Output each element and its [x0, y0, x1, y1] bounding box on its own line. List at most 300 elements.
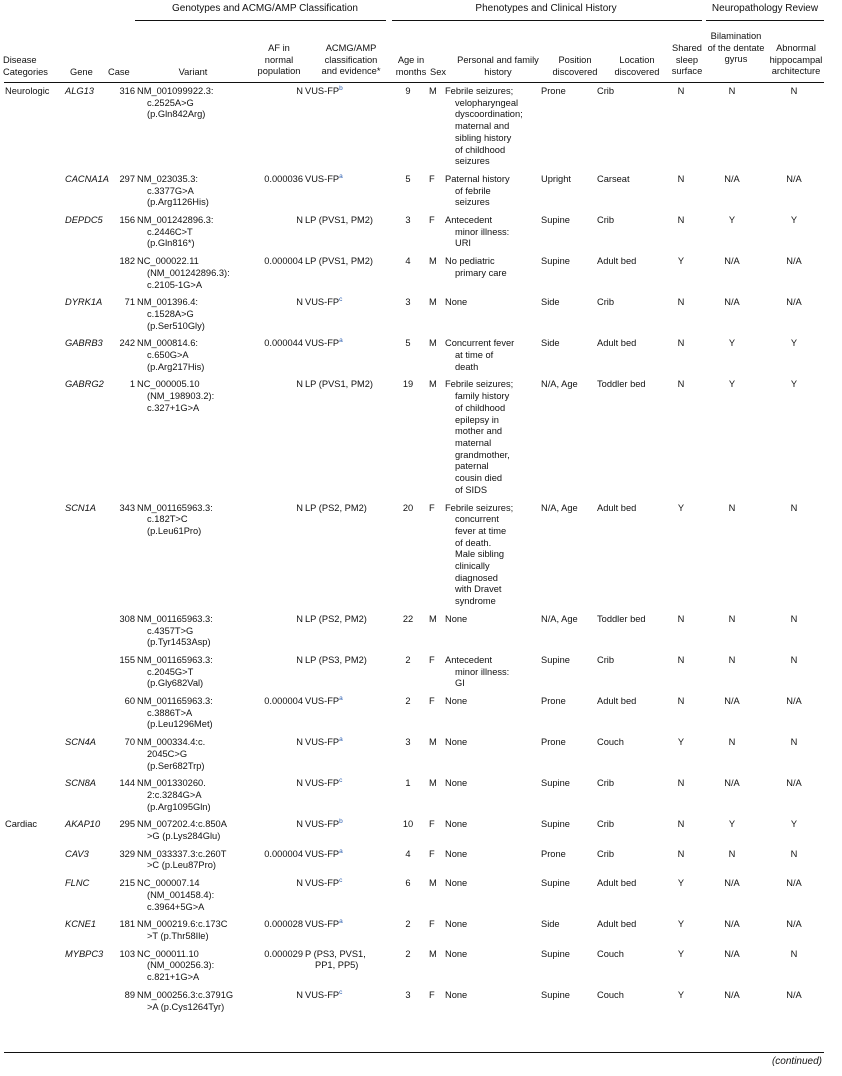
gene-name: KCNE1 [65, 919, 97, 930]
af-value: N [296, 297, 303, 308]
position-discovered: Supine [541, 256, 570, 267]
variant-line: c.821+1G>A [147, 972, 200, 983]
hippocampal-value: Y [790, 819, 798, 830]
acmg-classification [304, 653, 388, 694]
position-discovered: Supine [541, 215, 570, 226]
history-line: of death. [455, 537, 492, 548]
variant-line: NC_000007.14 [137, 878, 200, 889]
history-line: family history [455, 391, 510, 402]
acmg-line: VUS-FP [305, 173, 340, 184]
variant-line: NM_001330260. [137, 778, 206, 789]
gene-name: DYRK1A [65, 297, 103, 308]
footnote-marker: b [339, 818, 343, 826]
table-row [4, 694, 824, 735]
position-discovered: Upright [541, 173, 571, 184]
bilamination-value: N/A [724, 878, 740, 889]
acmg-line: VUS-FP [305, 919, 340, 930]
personal-family-history [444, 377, 540, 500]
shared-sleep-surface: N [677, 297, 685, 308]
gene-name [64, 612, 104, 653]
variant-line: (p.Ser510Gly) [147, 320, 205, 331]
header-acmg-classification: ACMG/AMP classification and evidence* [321, 43, 381, 77]
gene-name: SCN1A [65, 502, 97, 513]
acmg-line-wrap [305, 737, 387, 749]
bilamination-value: N/A [724, 919, 740, 930]
case-number: 343 [119, 502, 135, 513]
location-discovered: Adult bed [597, 919, 637, 930]
table-row [4, 84, 824, 172]
acmg-line-wrap [305, 990, 387, 1002]
bilamination-value: N/A [724, 989, 740, 1000]
hippocampal-value: N [790, 86, 798, 96]
table-row [4, 847, 824, 876]
header-shared-sleep-surface: Shared sleep surface [671, 43, 703, 77]
variant-line: (NM_001242896.3): [147, 267, 230, 278]
acmg-line-wrap [305, 174, 387, 186]
variant-line: NM_000219.6:c.173C [137, 919, 228, 930]
variant-line: NM_001165963.3: [137, 654, 213, 665]
af-value: 0.000004 [264, 848, 303, 859]
sex: M [429, 737, 437, 748]
history-line: Male sibling [455, 549, 505, 560]
gene-name [64, 254, 104, 295]
shared-sleep-surface: Y [677, 948, 685, 959]
history-line: None [445, 948, 468, 959]
footnote-marker: a [339, 918, 343, 926]
bilamination-value: N [728, 502, 736, 513]
case-number: 71 [124, 297, 135, 308]
bilamination-value: N [728, 654, 736, 665]
age-months: 3 [405, 297, 411, 308]
sex: M [429, 878, 437, 889]
variant-line: c.4357T>G [147, 625, 194, 636]
variant-line: (p.Arg217His) [147, 361, 205, 372]
header-bilamination-dentate-gyrus: Bilamination of the dentate gyrus [707, 31, 765, 65]
history-line: fever at time [455, 525, 507, 536]
case-number: 182 [119, 256, 135, 267]
acmg-line-wrap [305, 778, 387, 790]
header-disease-categories: Disease Categories [3, 55, 48, 77]
disease-category [4, 847, 64, 876]
af-value: N [296, 819, 303, 830]
header-case: Case [108, 67, 130, 77]
bilamination-value: Y [728, 338, 736, 349]
disease-category: Neurologic [5, 86, 50, 96]
acmg-line: VUS-FP [305, 737, 340, 748]
history-line: maternal [455, 437, 492, 448]
variant [136, 612, 250, 653]
variant-line: NM_007202.4:c.850A [137, 819, 227, 830]
table-row [4, 612, 824, 653]
footnote-marker: b [339, 84, 343, 92]
acmg-classification [304, 876, 388, 917]
bilamination-value: N [728, 848, 736, 859]
bilamination-value: Y [728, 215, 736, 226]
history-line: of childhood [455, 402, 506, 413]
sex: M [429, 379, 437, 390]
acmg-line: VUS-FP [305, 878, 340, 889]
variant-line: NM_001396.4: [137, 297, 198, 308]
gene-name: MYBPC3 [65, 948, 104, 959]
gene-name [64, 694, 104, 735]
age-months: 9 [405, 86, 411, 96]
header-sex: Sex [430, 67, 447, 77]
acmg-line-wrap [305, 86, 387, 98]
case-number: 316 [119, 86, 135, 96]
age-months: 2 [405, 654, 411, 665]
age-months: 4 [405, 256, 411, 267]
shared-sleep-surface: N [677, 379, 685, 390]
group-header-genotypes: Genotypes and ACMG/AMP Classification [171, 3, 358, 14]
history-line: seizures [455, 156, 490, 167]
position-discovered: Supine [541, 989, 570, 1000]
sex: F [429, 848, 435, 859]
case-number: 70 [124, 737, 135, 748]
variant-line: c.2045G>T [147, 666, 194, 677]
variant-line: (p.Gln842Arg) [147, 109, 206, 120]
history-line: None [445, 778, 468, 789]
variant-line: NM_000334.4:c. [137, 737, 206, 748]
history-line: syndrome [455, 596, 496, 607]
disease-category [4, 876, 64, 917]
shared-sleep-surface: N [677, 696, 685, 707]
disease-category [4, 254, 64, 295]
variant-line: NC_000005.10 [137, 379, 200, 390]
variant [136, 254, 250, 295]
hippocampal-value: N/A [786, 173, 802, 184]
location-discovered: Couch [597, 737, 624, 748]
hippocampal-value: Y [790, 379, 798, 390]
disease-category [4, 377, 64, 500]
shared-sleep-surface: N [677, 86, 685, 96]
history-line: seizures [455, 197, 490, 208]
case-number: 155 [119, 654, 135, 665]
disease-category [4, 213, 64, 254]
bilamination-value: Y [728, 379, 736, 390]
case-number: 103 [119, 948, 135, 959]
shared-sleep-surface: N [677, 613, 685, 624]
variant-line: NM_000814.6: [137, 338, 198, 349]
variant-line: (NM_198903.2): [147, 391, 215, 402]
acmg-line: LP (PS2, PM2) [305, 502, 367, 513]
acmg-line-wrap [305, 696, 387, 708]
sex: F [429, 654, 435, 665]
location-discovered: Crib [597, 86, 615, 96]
table-row [4, 377, 824, 500]
history-line: minor illness: [455, 666, 510, 677]
acmg-classification [304, 295, 388, 336]
personal-family-history [444, 847, 540, 876]
sex: F [429, 919, 435, 930]
case-number: 295 [119, 819, 135, 830]
bilamination-value: Y [728, 819, 736, 830]
age-months: 22 [402, 613, 414, 624]
history-line: None [445, 613, 468, 624]
personal-family-history [444, 336, 540, 377]
history-line: primary care [455, 267, 507, 278]
group-header-phenotypes: Phenotypes and Clinical History [475, 3, 617, 14]
age-months: 19 [402, 379, 414, 390]
history-line: death [455, 361, 479, 372]
history-line: paternal [455, 461, 489, 472]
bilamination-value: N/A [724, 256, 740, 267]
variant-line: NM_033337.3:c.260T [137, 848, 227, 859]
acmg-line: VUS-FP [305, 86, 340, 96]
variant-line: (p.Tyr1453Asp) [147, 637, 211, 648]
personal-family-history [444, 653, 540, 694]
variant-line: (NM_001458.4): [147, 889, 215, 900]
age-months: 1 [405, 778, 411, 789]
location-discovered: Couch [597, 989, 624, 1000]
af-value: 0.000004 [264, 256, 303, 267]
footnote-marker: a [339, 172, 343, 180]
age-months: 6 [405, 878, 411, 889]
history-line: concurrent [455, 514, 499, 525]
footnote-marker: c [339, 877, 343, 885]
location-discovered: Crib [597, 654, 615, 665]
age-months: 3 [405, 737, 411, 748]
af-value: 0.000004 [264, 696, 303, 707]
hippocampal-value: N [790, 948, 798, 959]
history-line: Febrile seizures; [445, 379, 514, 390]
variant-line: (p.Arg1126His) [147, 197, 209, 208]
bilamination-value: N/A [724, 778, 740, 789]
hippocampal-value: N [790, 613, 798, 624]
variant-line: >T (p.Thr58Ile) [147, 931, 209, 941]
bilamination-value: N [728, 737, 736, 748]
history-line: maternal and [455, 121, 510, 132]
history-line: Febrile seizures; [445, 502, 514, 513]
history-line: URI [455, 238, 472, 249]
acmg-line: VUS-FP [305, 778, 340, 789]
shared-sleep-surface: Y [677, 737, 685, 748]
acmg-line: VUS-FP [305, 696, 340, 707]
hippocampal-value: N/A [786, 256, 802, 267]
acmg-line: LP (PVS1, PM2) [305, 379, 374, 390]
location-discovered: Adult bed [597, 338, 637, 349]
sex: F [429, 215, 435, 226]
history-line: of childhood [455, 144, 506, 155]
header-variant: Variant [178, 67, 208, 77]
variant-line: (p.Leu61Pro) [147, 525, 202, 536]
table-row [4, 917, 824, 946]
group-rule-genotypes [135, 20, 386, 21]
case-number: 144 [119, 778, 135, 789]
acmg-line: VUS-FP [305, 848, 340, 859]
bilamination-value: N/A [724, 948, 740, 959]
header-gene: Gene [70, 67, 93, 77]
af-value: N [296, 379, 303, 390]
variant-line: (p.Ser682Trp) [147, 760, 205, 771]
shared-sleep-surface: Y [677, 502, 685, 513]
table-row [4, 336, 824, 377]
bilamination-value: N/A [724, 696, 740, 707]
hippocampal-value: N/A [786, 778, 802, 789]
acmg-classification [304, 84, 388, 172]
case-number: 297 [119, 173, 135, 184]
footnote-marker: c [339, 296, 343, 304]
af-value: 0.000029 [264, 948, 303, 959]
position-discovered: Supine [541, 778, 570, 789]
hippocampal-value: Y [790, 215, 798, 226]
af-value: N [296, 502, 303, 513]
variant [136, 213, 250, 254]
acmg-line-wrap [305, 297, 387, 309]
history-line: minor illness: [455, 226, 510, 237]
case-number: 308 [119, 613, 135, 624]
shared-sleep-surface: N [677, 778, 685, 789]
history-line: None [445, 878, 468, 889]
shared-sleep-surface: N [677, 654, 685, 665]
footnote-marker: c [339, 988, 343, 996]
sex: M [429, 297, 437, 308]
variant [136, 735, 250, 776]
position-discovered: Supine [541, 878, 570, 889]
bilamination-value: N/A [724, 297, 740, 308]
age-months: 2 [405, 919, 411, 930]
disease-category [4, 735, 64, 776]
sex: M [429, 948, 437, 959]
position-discovered: N/A, Age [541, 379, 578, 390]
header-location-discovered: Location discovered [614, 55, 660, 77]
history-line: None [445, 696, 468, 707]
acmg-line: VUS-FP [305, 989, 340, 1000]
age-months: 10 [402, 819, 414, 830]
history-line: Antecedent [445, 215, 493, 226]
gene-name: FLNC [65, 878, 90, 889]
acmg-classification [304, 847, 388, 876]
sex: M [429, 778, 437, 789]
location-discovered: Crib [597, 297, 615, 308]
shared-sleep-surface: Y [677, 989, 685, 1000]
sex: M [429, 338, 437, 349]
header-af-normal-population: AF in normal population [257, 43, 301, 77]
position-discovered: Supine [541, 819, 570, 830]
history-line: sibling history [455, 132, 512, 143]
gene-name [64, 988, 104, 1017]
variant [136, 653, 250, 694]
personal-family-history [444, 776, 540, 817]
variant-line: c.650G>A [147, 350, 189, 361]
gene-name: SCN8A [65, 778, 97, 789]
acmg-line-wrap [305, 819, 387, 831]
hippocampal-value: N/A [786, 297, 802, 308]
history-line: Concurrent fever [445, 338, 515, 349]
bilamination-value: N/A [724, 173, 740, 184]
hippocampal-value: N [790, 848, 798, 859]
footnote-marker: a [339, 694, 343, 702]
gene-name: GABRG2 [65, 379, 104, 390]
position-discovered: Supine [541, 948, 570, 959]
history-line: No pediatric [445, 256, 495, 267]
variant-line: (p.Arg1095Gln) [147, 801, 211, 812]
hippocampal-value: N [790, 737, 798, 748]
disease-category: Cardiac [5, 819, 38, 830]
location-discovered: Carseat [597, 173, 630, 184]
acmg-line-wrap [305, 849, 387, 861]
acmg-classification [304, 947, 388, 988]
history-line: clinically [455, 561, 490, 572]
gene-name: DEPDC5 [65, 215, 103, 226]
history-line: Febrile seizures; [445, 86, 514, 96]
variant-line: c.2446C>T [147, 226, 193, 237]
acmg-line: LP (PVS1, PM2) [305, 215, 374, 226]
variant-line: NM_023035.3: [137, 173, 198, 184]
table-row [4, 735, 824, 776]
acmg-line: VUS-FP [305, 819, 340, 830]
disease-category [4, 501, 64, 612]
location-discovered: Adult bed [597, 502, 637, 513]
variant-line: c.3377G>A [147, 185, 194, 196]
case-number: 89 [124, 989, 135, 1000]
location-discovered: Adult bed [597, 696, 637, 707]
table-row [4, 653, 824, 694]
case-number: 60 [124, 696, 135, 707]
header-age-months: Age in months [395, 55, 427, 77]
acmg-classification [304, 988, 388, 1017]
history-line: GI [455, 678, 465, 689]
personal-family-history [444, 817, 540, 846]
history-line: epilepsy in [455, 414, 499, 425]
variant [136, 694, 250, 735]
hippocampal-value: Y [790, 338, 798, 349]
age-months: 5 [405, 338, 411, 349]
case-number: 329 [119, 848, 135, 859]
personal-family-history [444, 917, 540, 946]
age-months: 5 [405, 173, 411, 184]
variant [136, 501, 250, 612]
position-discovered: Prone [541, 86, 566, 96]
variant-line: c.182T>C [147, 514, 188, 525]
age-months: 2 [405, 696, 411, 707]
history-line: None [445, 919, 468, 930]
af-value: N [296, 86, 303, 96]
sex: F [429, 989, 435, 1000]
history-line: at time of [455, 350, 494, 361]
acmg-classification [304, 377, 388, 500]
variant-line: c.1528A>G [147, 308, 194, 319]
shared-sleep-surface: N [677, 848, 685, 859]
shared-sleep-surface: Y [677, 256, 685, 267]
variant-line: NC_000022.11 [137, 256, 199, 267]
acmg-line: LP (PS2, PM2) [305, 613, 367, 624]
variant-line: (p.Gly682Val) [147, 678, 204, 689]
table-row [4, 947, 824, 988]
table-row [4, 817, 824, 846]
acmg-line-wrap [305, 878, 387, 890]
variant-line: >A (p.Cys1264Tyr) [147, 1001, 225, 1012]
table-row [4, 876, 824, 917]
footnote-marker: a [339, 337, 343, 345]
sex: M [429, 256, 437, 267]
variant [136, 847, 250, 876]
hippocampal-value: N [790, 654, 798, 665]
gene-name: GABRB3 [65, 338, 103, 349]
location-discovered: Adult bed [597, 256, 637, 267]
personal-family-history [444, 947, 540, 988]
history-line: None [445, 819, 468, 830]
variant-line: (p.Leu1296Met) [147, 719, 213, 730]
history-line: with Dravet [455, 584, 502, 595]
acmg-classification [304, 254, 388, 295]
footnote-marker: a [339, 736, 343, 744]
personal-family-history [444, 501, 540, 612]
shared-sleep-surface: N [677, 819, 685, 830]
history-line: Antecedent [445, 654, 493, 665]
sex: F [429, 696, 435, 707]
acmg-line: LP (PVS1, PM2) [305, 256, 374, 267]
position-discovered: Side [541, 919, 560, 930]
